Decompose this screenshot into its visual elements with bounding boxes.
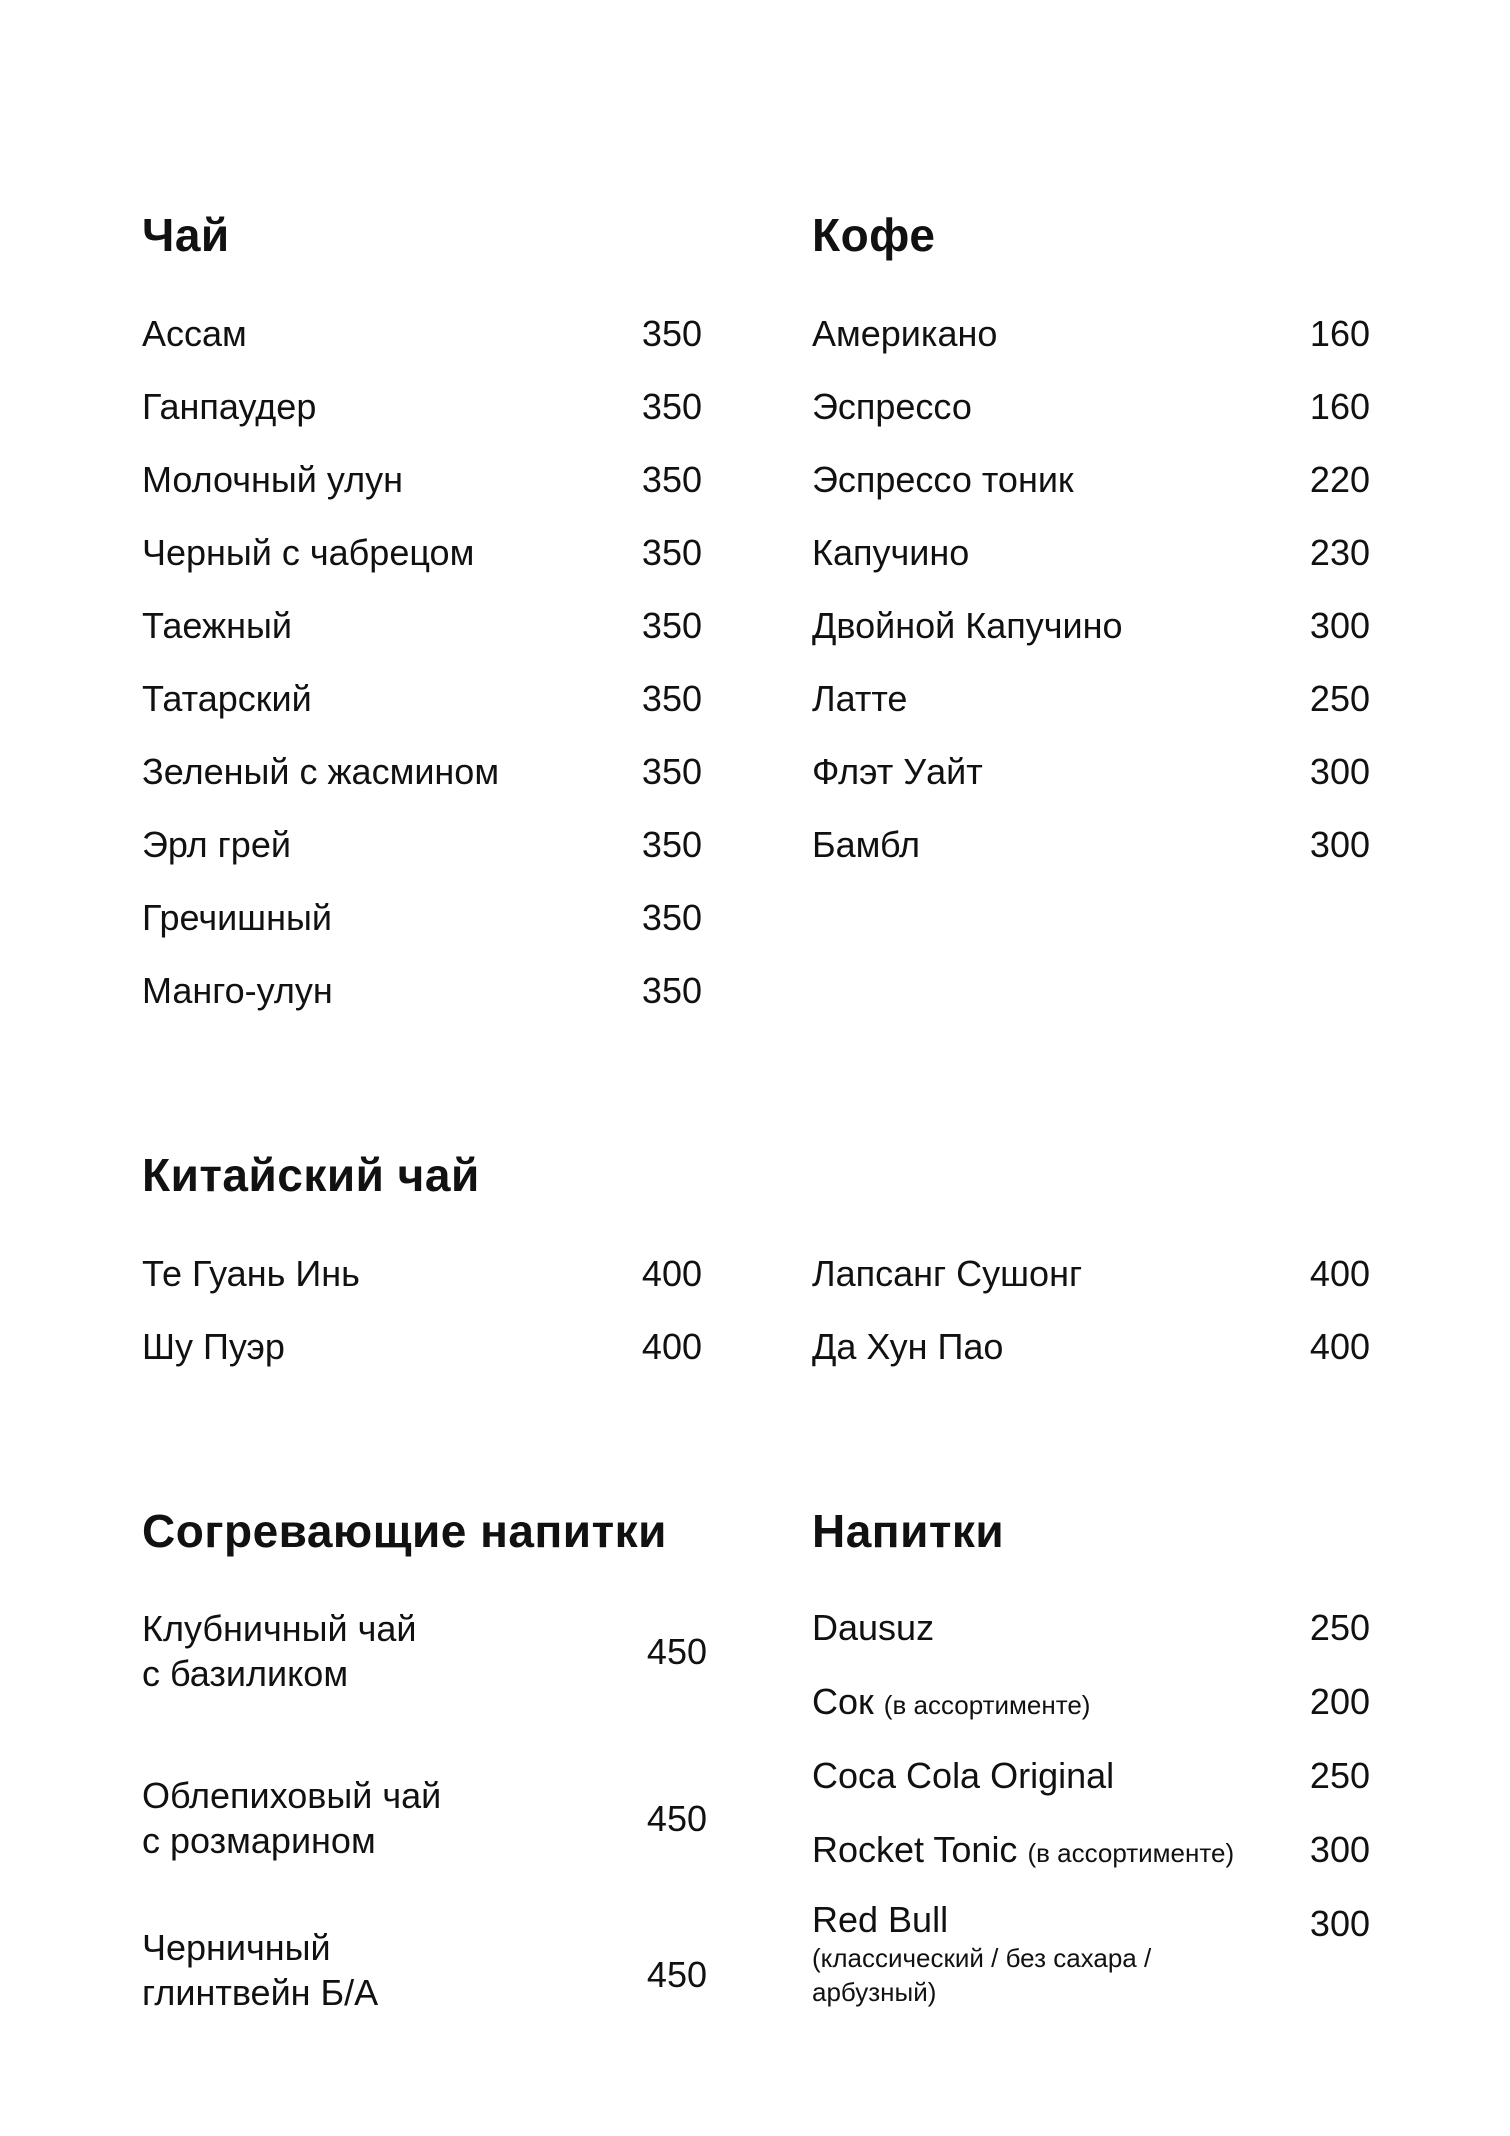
menu-item xyxy=(142,823,702,896)
item-name xyxy=(812,1606,934,1649)
item-name xyxy=(812,1680,1090,1723)
item-name: Эспрессо тоник xyxy=(812,459,1074,500)
item-name-line: Черничный xyxy=(142,1927,331,1968)
menu-item xyxy=(142,677,702,750)
menu-item xyxy=(142,531,702,604)
item-name: Черный с чабрецом xyxy=(142,532,475,573)
item-price: 350 xyxy=(641,605,702,646)
item-name: Татарский xyxy=(142,678,312,719)
menu-item xyxy=(812,458,1370,531)
item-price: 250 xyxy=(1309,1755,1370,1796)
item-note: (в ассортименте) xyxy=(883,1690,1091,1720)
menu-item xyxy=(812,385,1370,458)
item-name: Зеленый с жасмином xyxy=(142,751,500,792)
section-title-warming-drinks: Согревающие напитки xyxy=(142,1505,667,1557)
item-price: 350 xyxy=(641,459,702,500)
menu-item xyxy=(142,604,702,677)
menu-item xyxy=(812,1325,1370,1398)
menu-item xyxy=(142,1925,707,2025)
item-note: (классический / без сахара / xyxy=(812,1943,1152,1974)
menu-item-redbull xyxy=(812,1898,1370,2028)
item-price: 400 xyxy=(641,1326,702,1367)
menu-item xyxy=(812,1828,1370,1898)
section-coffee xyxy=(812,209,1370,892)
item-note: арбузный) xyxy=(812,1977,937,2008)
menu-item xyxy=(812,604,1370,677)
item-name: Да Хун Пао xyxy=(812,1326,1004,1367)
item-price: 160 xyxy=(1309,386,1370,427)
item-name-line: Клубничный чай xyxy=(142,1608,417,1649)
item-name: Двойной Капучино xyxy=(812,605,1123,646)
item-price: 400 xyxy=(1309,1326,1370,1367)
item-name: Манго-улун xyxy=(142,970,333,1011)
item-note: (в ассортименте) xyxy=(1027,1838,1235,1868)
item-name-line: глинтвейн Б/А xyxy=(142,1972,379,2013)
menu-item xyxy=(812,823,1370,896)
item-price: 400 xyxy=(1309,1253,1370,1294)
item-name xyxy=(142,1606,417,1696)
item-price: 250 xyxy=(1309,1607,1370,1648)
item-name: Те Гуань Инь xyxy=(142,1253,360,1294)
item-name: Флэт Уайт xyxy=(812,751,983,792)
item-price: 160 xyxy=(1309,313,1370,354)
item-price: 450 xyxy=(646,1631,707,1672)
item-price: 350 xyxy=(641,386,702,427)
item-name-line: с базиликом xyxy=(142,1653,349,1694)
item-name-text: Сок xyxy=(812,1681,874,1722)
item-name: Капучино xyxy=(812,532,970,573)
item-price: 230 xyxy=(1309,532,1370,573)
chinese-tea-list-right xyxy=(812,1252,1370,1398)
menu-item xyxy=(142,1606,707,1706)
item-price: 300 xyxy=(1309,605,1370,646)
menu-item xyxy=(142,458,702,531)
item-price: 350 xyxy=(641,678,702,719)
drinks-list xyxy=(812,1606,1370,2028)
item-name xyxy=(142,1773,441,1863)
item-price: 220 xyxy=(1309,459,1370,500)
menu-item xyxy=(142,1252,702,1325)
item-name: Американо xyxy=(812,313,998,354)
menu-item xyxy=(142,312,702,385)
item-name: Ассам xyxy=(142,313,247,354)
section-drinks xyxy=(812,1505,1370,2028)
item-name: Молочный улун xyxy=(142,459,403,500)
menu-item xyxy=(812,750,1370,823)
item-price: 350 xyxy=(641,532,702,573)
menu-item xyxy=(812,677,1370,750)
warming-list xyxy=(142,1606,707,2016)
item-price: 450 xyxy=(646,1798,707,1839)
menu-item xyxy=(142,896,702,969)
section-warming-drinks xyxy=(142,1505,707,2028)
menu-item xyxy=(142,1773,707,1873)
item-name-text: Dausuz xyxy=(812,1607,935,1648)
section-tea xyxy=(142,209,702,1032)
section-title-chinese-tea: Китайский чай xyxy=(142,1149,480,1201)
item-name: Шу Пуэр xyxy=(142,1326,285,1367)
item-name: Эрл грей xyxy=(142,824,291,865)
item-price: 400 xyxy=(641,1253,702,1294)
item-name-text: Coca Cola Original xyxy=(812,1755,1115,1796)
item-price: 300 xyxy=(1309,751,1370,792)
item-price: 300 xyxy=(1309,824,1370,865)
item-price: 350 xyxy=(641,751,702,792)
item-name: Ганпаудер xyxy=(142,386,317,427)
item-price: 350 xyxy=(641,970,702,1011)
item-name: Таежный xyxy=(142,605,292,646)
menu-item xyxy=(142,969,702,1042)
item-name: Эспрессо xyxy=(812,386,972,427)
menu-item xyxy=(812,1680,1370,1754)
menu-item xyxy=(142,385,702,458)
item-price: 300 xyxy=(1309,1829,1370,1870)
tea-list xyxy=(142,312,702,1042)
item-name xyxy=(812,1754,1114,1797)
item-name-text: Rocket Tonic xyxy=(812,1829,1018,1870)
item-price: 200 xyxy=(1309,1681,1370,1722)
item-name: Лапсанг Сушонг xyxy=(812,1253,1083,1294)
item-price: 300 xyxy=(1309,1903,1370,1944)
item-price: 250 xyxy=(1309,678,1370,719)
item-price: 350 xyxy=(641,897,702,938)
menu-item xyxy=(142,750,702,823)
item-name-text: Red Bull xyxy=(812,1899,949,1940)
item-name: Бамбл xyxy=(812,824,920,865)
section-title-tea: Чай xyxy=(142,209,230,261)
item-name xyxy=(812,1898,1151,2009)
item-price: 450 xyxy=(646,1954,707,1995)
menu-item xyxy=(812,1606,1370,1680)
item-name: Гречишный xyxy=(142,897,332,938)
item-price: 350 xyxy=(641,824,702,865)
section-title-coffee: Кофе xyxy=(812,209,936,261)
item-name: Латте xyxy=(812,678,908,719)
section-title-drinks: Напитки xyxy=(812,1505,1005,1557)
menu-item xyxy=(812,1252,1370,1325)
menu-item xyxy=(812,312,1370,385)
menu-item xyxy=(812,1754,1370,1828)
item-name xyxy=(812,1828,1234,1871)
coffee-list xyxy=(812,312,1370,896)
item-name-line: Облепиховый чай xyxy=(142,1775,442,1816)
item-price: 350 xyxy=(641,313,702,354)
section-chinese-tea xyxy=(142,1149,1370,1402)
menu-item xyxy=(142,1325,702,1398)
item-name-line: с розмарином xyxy=(142,1820,376,1861)
item-name xyxy=(142,1925,378,2015)
chinese-tea-list-left xyxy=(142,1252,702,1398)
menu-item xyxy=(812,531,1370,604)
